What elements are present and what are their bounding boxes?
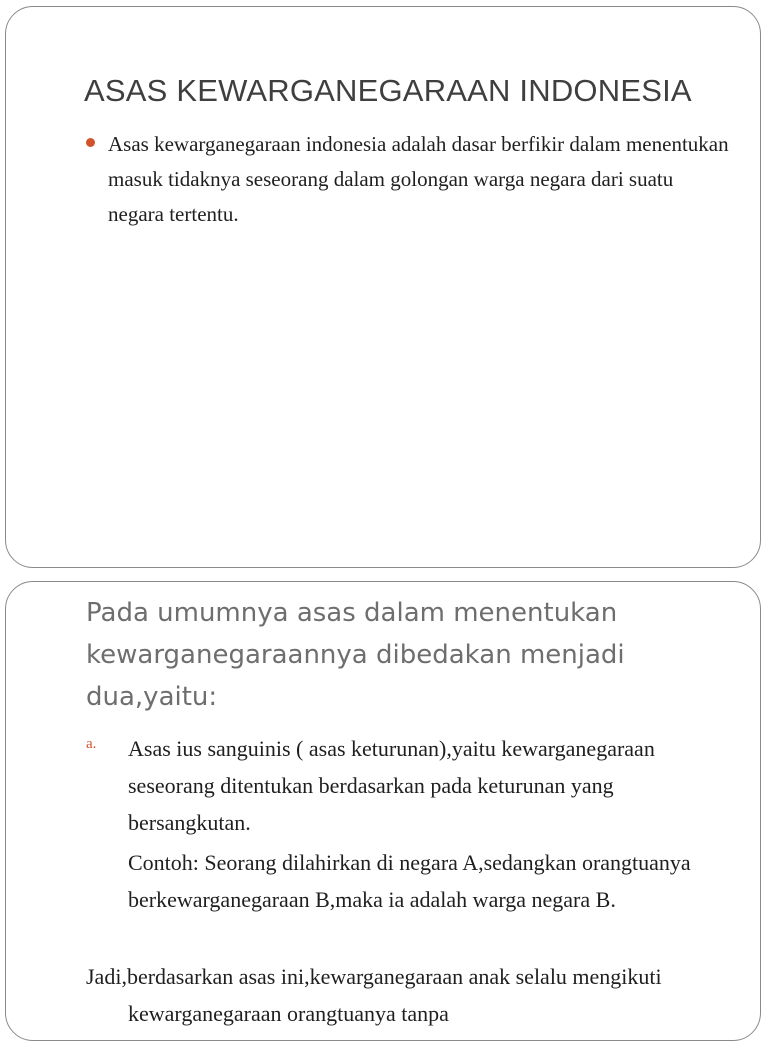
slide-1-title: ASAS KEWARGANEGARAAN INDONESIA <box>84 73 692 108</box>
slide-2-title: Pada umumnya asas dalam menentukan kewarganegaraannya dibedakan menjadi dua,yaitu: <box>86 598 625 712</box>
slide-2-conclusion: Jadi,berdasarkan asas ini,kewarganegaraan anak selalu mengikuti kewarganegaraan orangtuanya tanpa <box>86 964 662 1026</box>
slide-2-item-a <box>86 730 736 841</box>
slide-1-bullet <box>84 127 734 232</box>
slide-1 <box>5 6 761 568</box>
item-marker: a. <box>86 736 97 752</box>
item-a-text: Asas ius sanguinis ( asas keturunan),yaitu kewarganegaraan seseorang ditentukan berdasarkan pada keturunan yang bersangkutan. <box>128 736 655 835</box>
slide-2-example: Contoh: Seorang dilahirkan di negara A,sedangkan orangtuanya berkewarganegaraan B,maka ia adalah warga negara B. <box>128 850 691 912</box>
bullet-dot-icon <box>86 138 95 147</box>
slide-1-bullet-text: Asas kewarganegaraan indonesia adalah dasar berfikir dalam menentukan masuk tidaknya seseorang dalam golongan warga negara dari suatu negara tertentu. <box>108 132 729 226</box>
slide-2 <box>5 581 761 1041</box>
